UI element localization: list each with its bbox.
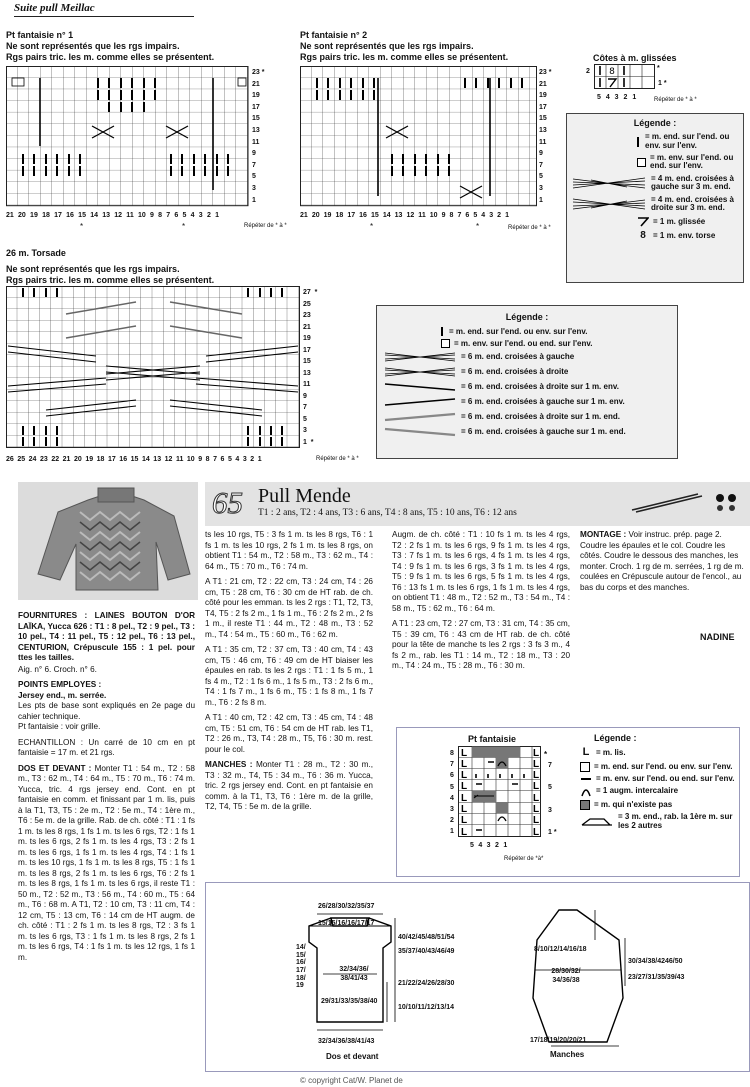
text-column-2 xyxy=(205,530,373,818)
row-label: 11 xyxy=(303,381,311,388)
text-column-4 xyxy=(580,530,748,598)
manches-label: Manches xyxy=(550,1050,585,1059)
legend-2-item xyxy=(383,396,671,408)
asterisk-mark: * xyxy=(182,222,186,231)
bleed-through-text xyxy=(200,2,750,12)
chart-2-note-1: Ne sont représentés que les rgs impairs. xyxy=(300,40,474,51)
legend-2-text: = 6 m. end. croisées à droite sur 1 m. end. xyxy=(461,412,620,422)
row-label: 23 xyxy=(252,69,260,76)
legend-1-item xyxy=(571,216,739,227)
legend-3-text: = m. end. sur l'end. ou env. sur l'env. xyxy=(594,761,733,771)
legend-3-text: = 1 augm. intercalaire xyxy=(596,786,679,796)
points-title: POINTS EMPLOYES : xyxy=(18,680,102,689)
svg-text:8: 8 xyxy=(609,67,615,77)
svg-text:L: L xyxy=(533,759,540,770)
knit-stitch-icon xyxy=(637,137,641,147)
row-label: 1 xyxy=(252,196,256,204)
row-label: 1 xyxy=(539,196,543,204)
legend-3-text: = m. env. sur l'end. ou end. sur l'env. xyxy=(596,773,735,783)
legend-1-item xyxy=(571,231,739,242)
points-jersey: Jersey end., m. serrée. xyxy=(18,690,107,700)
pattern-sizes: T1 : 2 ans, T2 : 4 ans, T3 : 6 ans, T4 : 8 ans, T5 : 10 ans, T6 : 12 ans xyxy=(258,508,517,518)
row-label: 15 xyxy=(252,115,260,123)
legend-1-text: = 4 m. end. croisées à droite sur 3 m. end. xyxy=(651,194,734,212)
row-label: 15 xyxy=(539,115,547,123)
row-label: 19 xyxy=(303,335,311,342)
row-label: 19 xyxy=(539,92,547,100)
small-chart-right-labels: 7 5 3 1 * xyxy=(548,762,557,837)
dim-dos-bottom: 32/34/36/38/41/43 xyxy=(318,1038,375,1045)
echantillon: ECHANTILLON : Un carré de 10 cm en pt fantaisie = 17 m. et 21 rgs. xyxy=(18,737,195,757)
legend-2-item xyxy=(383,426,671,438)
legend-3-item xyxy=(580,800,738,810)
cotes-repeat: Répéter de * à * xyxy=(654,97,697,103)
dim-dos-total-height: 40/42/45/48/51/54 xyxy=(398,934,455,941)
legend-3-item xyxy=(580,747,738,759)
small-chart-repeat: Répéter de *à* xyxy=(504,856,544,862)
svg-text:L: L xyxy=(461,759,468,770)
row-label: 1 xyxy=(303,438,307,446)
col2-text-1: ts les 10 rgs, T5 : 3 fs 1 m. ts les 8 rgs, T6 : 1 fs 1 m. ts les 10 rgs, 2 fs 1 m. ts les 8 rgs, on obtient T1 : 54 m., T2 : 58 m., T3 : 62 m., T4 : 64 m., T5 : 70 m., T6 : 74 m. xyxy=(205,530,373,571)
dim-dos-neck: 15/15/16/16/17/17 xyxy=(318,920,375,927)
chart-1-title: Pt fantaisie n° 1 xyxy=(6,30,74,40)
montage-text: Voir instruc. prép. page 2. Coudre les épaules et le col. Coudre les côtés. Coudre le dessous des manches, les monter. Croch. 1 rg de m. serrées, 1 rg de m. coulées en Crépuscule autour de l'encol., au bas du corps et des manches. xyxy=(580,530,744,592)
asterisk-mark: * xyxy=(476,222,480,231)
cable-left-purl-icon xyxy=(383,396,457,408)
legend-1 xyxy=(566,113,744,283)
chart-1-note-2: Rgs pairs tric. les m. comme elles se présentent. xyxy=(6,51,215,62)
legend-2-text: = 6 m. end. croisées à gauche sur 1 m. end. xyxy=(461,427,626,437)
row-label: 7 xyxy=(450,761,454,769)
col3-text-2: A T1 : 23 cm, T2 : 27 cm, T3 : 31 cm, T4 : 35 cm, T5 : 39 cm, T6 : 43 cm de HT rab. de ch. côté pour la tête de manche ts les 2 rgs : 3 fs 3 m., 4 fs 2 m., rab. les T1 : 14 m., T2 : 18 m., T3 : 20 m., T4 : 24 m., T5 : 28 m., T6 : 30 m. xyxy=(392,619,570,670)
legend-3-item xyxy=(580,813,738,830)
dim-dos-top: 26/28/30/32/35/37 xyxy=(318,903,375,910)
dos-label: Dos et devant xyxy=(326,1052,379,1061)
small-chart-row-labels xyxy=(450,750,454,840)
cable-left-knit-icon xyxy=(383,426,457,438)
row-label: 9 xyxy=(252,150,256,158)
montage-title: MONTAGE : xyxy=(580,530,629,539)
svg-text:L: L xyxy=(461,793,468,804)
row-label: 23 xyxy=(303,312,311,319)
points-base: Les pts de base sont expliqués en 2e page du cahier technique. xyxy=(18,701,195,721)
small-chart-title: Pt fantaisie xyxy=(468,734,517,744)
row-label: 9 xyxy=(303,392,307,400)
legend-2-text: = m. end. sur l'end. ou env. sur l'env. xyxy=(449,326,588,336)
twisted-purl-icon: 8 xyxy=(640,230,646,242)
points-fantaisie: Pt fantaisie : voir grille. xyxy=(18,722,101,731)
legend-1-item xyxy=(571,196,739,213)
row-label: 23 xyxy=(539,69,547,76)
small-chart-grid xyxy=(458,746,542,840)
asterisk-mark: * xyxy=(80,222,84,231)
row-label: 19 xyxy=(252,92,260,100)
legend-3-text: = 3 m. end., rab. la 1ère m. sur les 2 autres xyxy=(618,812,733,830)
legend-2-item xyxy=(383,411,671,423)
row-label: 5 xyxy=(252,173,256,181)
row-label: 13 xyxy=(539,126,547,134)
row-label: 11 xyxy=(539,138,547,146)
purl-stitch-icon xyxy=(441,339,450,348)
svg-text:L: L xyxy=(461,748,468,759)
text-column-3 xyxy=(392,530,570,677)
svg-text:L: L xyxy=(533,770,540,781)
chart-2-grid xyxy=(300,66,538,208)
sweater-image xyxy=(18,482,198,600)
legend-2-text: = 6 m. end. croisées à gauche sur 1 m. env. xyxy=(461,397,625,407)
chart-1-header xyxy=(6,30,214,62)
legend-3-title: Légende : xyxy=(594,733,637,743)
legend-1-text: = 1 m. env. torse xyxy=(653,231,716,241)
row-label: 13 xyxy=(303,369,311,377)
row-label: 3 xyxy=(252,184,256,192)
svg-text:L: L xyxy=(533,781,540,792)
row-label: 27 xyxy=(303,289,311,296)
legend-2-text: = 6 m. end. croisées à gauche xyxy=(461,352,575,362)
row-label: 17 xyxy=(252,103,260,111)
cable-left-icon xyxy=(571,176,647,190)
asterisk-mark: * xyxy=(370,222,374,231)
legend-2-item xyxy=(383,327,671,336)
copyright-footer: © copyright Cat/W. Planet de xyxy=(300,1076,403,1085)
cotes-row-2: 2 xyxy=(586,68,590,75)
dim-manche-length: 23/27/31/35/39/43 xyxy=(628,974,685,981)
cotes-row-1: 1 * xyxy=(658,80,667,87)
text-column-1 xyxy=(18,611,195,968)
col3-text-1: Augm. de ch. côté : T1 : 10 fs 1 m. ts les 4 rgs, T2 : 2 fs 1 m. ts les 6 rgs, 9 fs 1 m. ts les 4 rgs, T3 : 7 fs 1 m. ts les 6 rgs, 4 fs 1 m. ts les 4 rgs, T4 : 9 fs 1 m. ts les 6 rgs, 3 fs 1 m. ts les 4 rgs, T5 : 9 fs 1 m. ts les 6 rgs, 5 fs 1 m. ts les 4 rgs, T6 : 13 fs 1 m. ts les 6 rgs, 1 fs 1 m. ts les 4 rgs, on obtient T1 : 48 m., T2 : 52 m., T3 : 54 m., T4 : 58 m., T5 : 62 m., T6 : 64 m. xyxy=(392,530,570,613)
cable-right-knit-icon xyxy=(383,411,457,423)
row-label: 3 xyxy=(539,184,543,192)
chart-1-note-1: Ne sont représentés que les rgs impairs. xyxy=(6,40,180,51)
selvage-icon: L xyxy=(582,746,590,759)
small-chart-col-labels: 5 4 3 2 1 xyxy=(470,842,508,849)
dim-dos-side: 14/ 15/ 16/ 17/ 18/ 19 xyxy=(296,944,306,990)
legend-2-item xyxy=(383,366,671,378)
manches-text: Monter T1 : 28 m., T2 : 30 m., T3 : 32 m., T4, T5 : 34 m., T6 : 36 m. Yucca, tric. 2 rgs jersey end. Cont. en pt fantaisie en comm. à la T1, T3, T6 : 1ère m. de la grille, T2, T4, T5 : 5e m. de la grille. xyxy=(205,760,373,811)
dos-text: Monter T1 : 54 m., T2 : 58 m., T3 : 62 m., T4 : 64 m., T5 : 70 m., T6 : 74 m. Yucca, tric. 4 rgs jersey end. Cont. en pt fantaisie en comm. et finissant par 1 m. lis, puis à la T1, T3, T5 : 2e m., T2 : 5e m., T4 : 1ère m., T6 : 5e m. de la grille. Rab. de ch. côté : T1 : 1 fs 1 m. ts les 8 rgs, 1 fs 1 m. ts les 6 rgs, T2 : 1 fs 1 m. ts les 6 rgs, 2 fs 1 m. ts les 4 rgs, T3 : 2 fs 1 m. ts les 6 rgs, 1 fs 1 m. ts les 4 rgs, T4 : 1 fs 1 m. ts les 10 rgs, 1 fs 1 m. ts les 8 rgs, T5 : 1 fs 1 m. ts les 8 rgs, 2 fs 1 m. ts les 6 rgs, T6 : 2 fs 1 m. ts les 8 rgs, 1 fs 1 m. ts les 6 rgs, il reste T1 : 50 m., T2 : 52 m., T3 : 56 m., T4 : 60 m., T5 : 64 m., T6 : 68 m. A T1, T2 : 10 cm, T3 : 11 cm, T4 : 12 cm, T5 : 13 cm, T6 : 14 cm de HT augm. de ch. côté : T1 : 2 fs 1 m. ts les 8 rgs, T2 : 3 fs 1 m. ts les 6 rgs, T3 : 1 fs 1 m. ts les 8 rgs, 2 fs 1 m. ts les 6 rgs, T4 : 1 fs 1 m. ts les 12 rgs, 1 fs 1 m. xyxy=(18,763,195,962)
row-label: 17 xyxy=(303,346,311,354)
chart-2-row-labels: 23 * 21 19 17 15 13 11 9 7 5 3 1 xyxy=(539,69,551,208)
torsade-col-labels: 26 25 24 23 22 21 20 19 18 17 16 15 14 13 12 11 10 9 8 7 6 5 4 3 2 1 xyxy=(6,456,262,463)
torsade-title: 26 m. Torsade xyxy=(6,248,66,258)
row-label: 17 xyxy=(539,103,547,111)
legend-2-item xyxy=(383,381,671,393)
svg-text:L: L xyxy=(533,827,540,838)
torsade-note-1: Ne sont représentés que les rgs impairs. xyxy=(6,263,180,274)
designer-signature: NADINE xyxy=(700,632,735,642)
svg-text:L: L xyxy=(533,815,540,826)
row-label: 21 xyxy=(539,80,547,88)
row-label: 5 xyxy=(303,415,307,423)
row-label: 2 xyxy=(450,817,454,825)
row-label: 7 xyxy=(303,404,307,411)
needles-icon xyxy=(628,488,740,514)
legend-1-item xyxy=(571,133,739,150)
row-label: 3 xyxy=(450,805,454,813)
legend-3-item xyxy=(580,762,738,772)
legend-3 xyxy=(580,733,738,830)
chart-1-col-labels: 21 20 19 18 17 16 15 14 13 12 11 10 9 8 7 6 5 4 3 2 1 xyxy=(6,212,219,219)
dos-title: DOS ET DEVANT : xyxy=(18,763,95,773)
cable-right-icon xyxy=(383,366,457,378)
legend-2-item xyxy=(383,339,671,348)
pattern-title: Pull Mende xyxy=(258,485,351,507)
chart-2-repeat: Répéter de * à * xyxy=(508,225,551,231)
chart-1-grid xyxy=(6,66,250,208)
row-label: 5 xyxy=(450,783,454,791)
legend-3-text: = m. qui n'existe pas xyxy=(594,799,673,809)
row-label: 4 xyxy=(450,794,454,802)
cotes-grid xyxy=(594,64,656,90)
row-label: 21 xyxy=(303,323,311,331)
chart-1-repeat: Répéter de * à * xyxy=(244,223,287,229)
legend-2-item xyxy=(383,351,671,363)
legend-1-text: = 4 m. end. croisées à gauche sur 3 m. end. xyxy=(651,173,734,192)
row-label: 21 xyxy=(252,80,260,88)
row-label: 13 xyxy=(252,126,260,134)
col2-text-3: A T1 : 35 cm, T2 : 37 cm, T3 : 40 cm, T4 : 43 cm, T5 : 46 cm, T6 : 49 cm de HT biaiser les épaules en rab. ts les 2 rgs : T1 : 1 fs 5 m., 1 fs 4 m., T2 : 1 fs 6 m., 1 fs 5 m., T3 : 2 fs 6 m., T4 : 1 fs 7 m., 1 fs 6 m., T5 : 1 fs 8 m., 1 fs 7 m., T6 : 2 fs 8 m. xyxy=(205,645,373,707)
knit-stitch-icon xyxy=(441,327,445,336)
chart-2-title: Pt fantaisie n° 2 xyxy=(300,30,368,40)
dim-manche-top: 8/10/12/14/16/18 xyxy=(534,946,587,953)
svg-text:L: L xyxy=(461,827,468,838)
sweater-photo xyxy=(18,482,198,600)
running-title: Suite pull Meillac xyxy=(14,2,194,17)
legend-2-text: = 6 m. end. croisées à droite sur 1 m. env. xyxy=(461,382,619,392)
svg-text:L: L xyxy=(533,793,540,804)
svg-text:L: L xyxy=(461,804,468,815)
dim-dos-hem-height: 10/10/11/12/13/14 xyxy=(398,1004,455,1011)
torsade-header xyxy=(6,248,214,285)
dim-dos-arm-start: 21/22/24/26/28/30 xyxy=(398,980,455,987)
legend-1-text: = 1 m. glissée xyxy=(653,216,706,226)
row-label: 7 xyxy=(539,161,543,169)
row-label: 5 xyxy=(539,173,543,181)
row-label: 9 xyxy=(539,150,543,158)
chart-2-header xyxy=(300,30,508,62)
slip-stitch-icon xyxy=(637,216,649,227)
legend-1-item xyxy=(571,175,739,192)
purl-stitch-icon xyxy=(637,158,646,167)
svg-text:L: L xyxy=(461,781,468,792)
dim-manche-width: 28/30/32/ 34/36/38 xyxy=(551,968,581,984)
chart-1-row-labels: 23 * 21 19 17 15 13 11 9 7 5 3 1 xyxy=(252,69,264,208)
increase-icon xyxy=(580,786,592,797)
torsade-repeat: Répéter de * à * xyxy=(316,456,359,462)
torsade-note-2: Rgs pairs tric. les m. comme elles se présentent. xyxy=(6,274,215,285)
cable-right-purl-icon xyxy=(383,381,457,393)
dim-dos-chest: 32/34/36/ 38/41/43 xyxy=(339,966,369,982)
legend-3-text: = m. lis. xyxy=(596,747,626,757)
row-label: 3 xyxy=(303,427,307,434)
row-label: 7 xyxy=(252,161,256,169)
psso-icon xyxy=(580,816,614,828)
legend-1-text: = m. env. sur l'end. ou end. sur l'env. xyxy=(650,153,734,171)
col2-text-2: A T1 : 21 cm, T2 : 22 cm, T3 : 24 cm, T4 : 26 cm, T5 : 28 cm, T6 : 30 cm de HT rab. de ch. côté pour les emman. ts les 2 rgs : T1, T2, T3, T4, T5 : 2 fs 2 m., 1 fs 1 m., T6 : 2 fs 2 m., 2 fs 1 m., il reste T1 : 44 m., T2 : 48 m., T3 : 52 m., T4 : 54 m., T5 : 60 m., T6 : 62 m. xyxy=(205,577,373,639)
dim-dos-armhole: 35/37/40/43/46/49 xyxy=(398,948,455,955)
fournitures: FOURNITURES : LAINES BOUTON D'OR LAÏKA, Yucca 626 : T1 : 8 pel., T2 : 9 pel., T3 : 10 pel., T4 : 11 pel., T5 : 12 pel., T6 : 13 pel., CENTURION, Crépuscule 155 : 1 pel. pour ttes les tailles. xyxy=(18,611,195,662)
knit-stitch-icon xyxy=(580,762,590,772)
pattern-number: 65 xyxy=(212,485,243,520)
cable-right-icon xyxy=(571,197,647,211)
cotes-col-labels: 5 4 3 2 1 xyxy=(597,94,637,101)
legend-2-title: Légende : xyxy=(505,312,549,322)
row-label: 15 xyxy=(303,358,311,365)
dim-manche-bottom: 17/18/19/20/20/21 xyxy=(530,1037,587,1044)
row-label: 1 xyxy=(450,828,454,836)
svg-text:L: L xyxy=(461,815,468,826)
manches-title: MANCHES : xyxy=(205,760,256,769)
svg-text:L: L xyxy=(533,804,540,815)
no-stitch-icon xyxy=(580,800,590,810)
torsade-grid xyxy=(6,286,302,452)
chart-2-note-2: Rgs pairs tric. les m. comme elles se présentent. xyxy=(300,51,509,62)
row-label: 11 xyxy=(252,138,260,146)
chart-2-col-labels: 21 20 19 18 17 16 15 14 13 12 11 10 9 8 7 6 5 4 3 2 1 xyxy=(300,212,509,219)
row-label: 6 xyxy=(450,772,454,780)
needles-info: Aig. n° 6. Croch. n° 6. xyxy=(18,664,97,674)
row-label: 8 xyxy=(450,750,454,757)
legend-1-item xyxy=(571,154,739,171)
legend-1-text: = m. end. sur l'end. ou env. sur l'env. xyxy=(645,132,730,150)
legend-3-item xyxy=(580,775,738,783)
legend-3-item xyxy=(580,786,738,797)
svg-text:L: L xyxy=(461,770,468,781)
purl-stitch-icon xyxy=(581,778,591,780)
row-label: 25 xyxy=(303,300,311,308)
col2-text-4: A T1 : 40 cm, T2 : 42 cm, T3 : 45 cm, T4 : 48 cm, T5 : 51 cm, T6 : 54 cm de HT rab. les T1, T2 : 26 m., T3, T4 : 28 m., T5, T6 : 30 m. rest. pour le col. xyxy=(205,713,373,754)
svg-text:L: L xyxy=(533,748,540,759)
dim-dos-waist: 29/31/33/35/38/40 xyxy=(321,998,378,1005)
legend-2 xyxy=(376,305,678,459)
legend-2-text: = 6 m. end. croisées à droite xyxy=(461,367,569,377)
cable-left-icon xyxy=(383,351,457,363)
torsade-row-labels: 27 * 25 23 21 19 17 15 13 11 9 7 5 3 1 * xyxy=(303,289,318,446)
dim-manche-cap: 30/34/38/4246/50 xyxy=(628,958,683,965)
cotes-title: Côtes à m. glissées xyxy=(593,53,677,63)
legend-2-text: = m. env. sur l'end. ou end. sur l'env. xyxy=(454,338,593,348)
legend-1-title: Légende : xyxy=(633,118,677,128)
